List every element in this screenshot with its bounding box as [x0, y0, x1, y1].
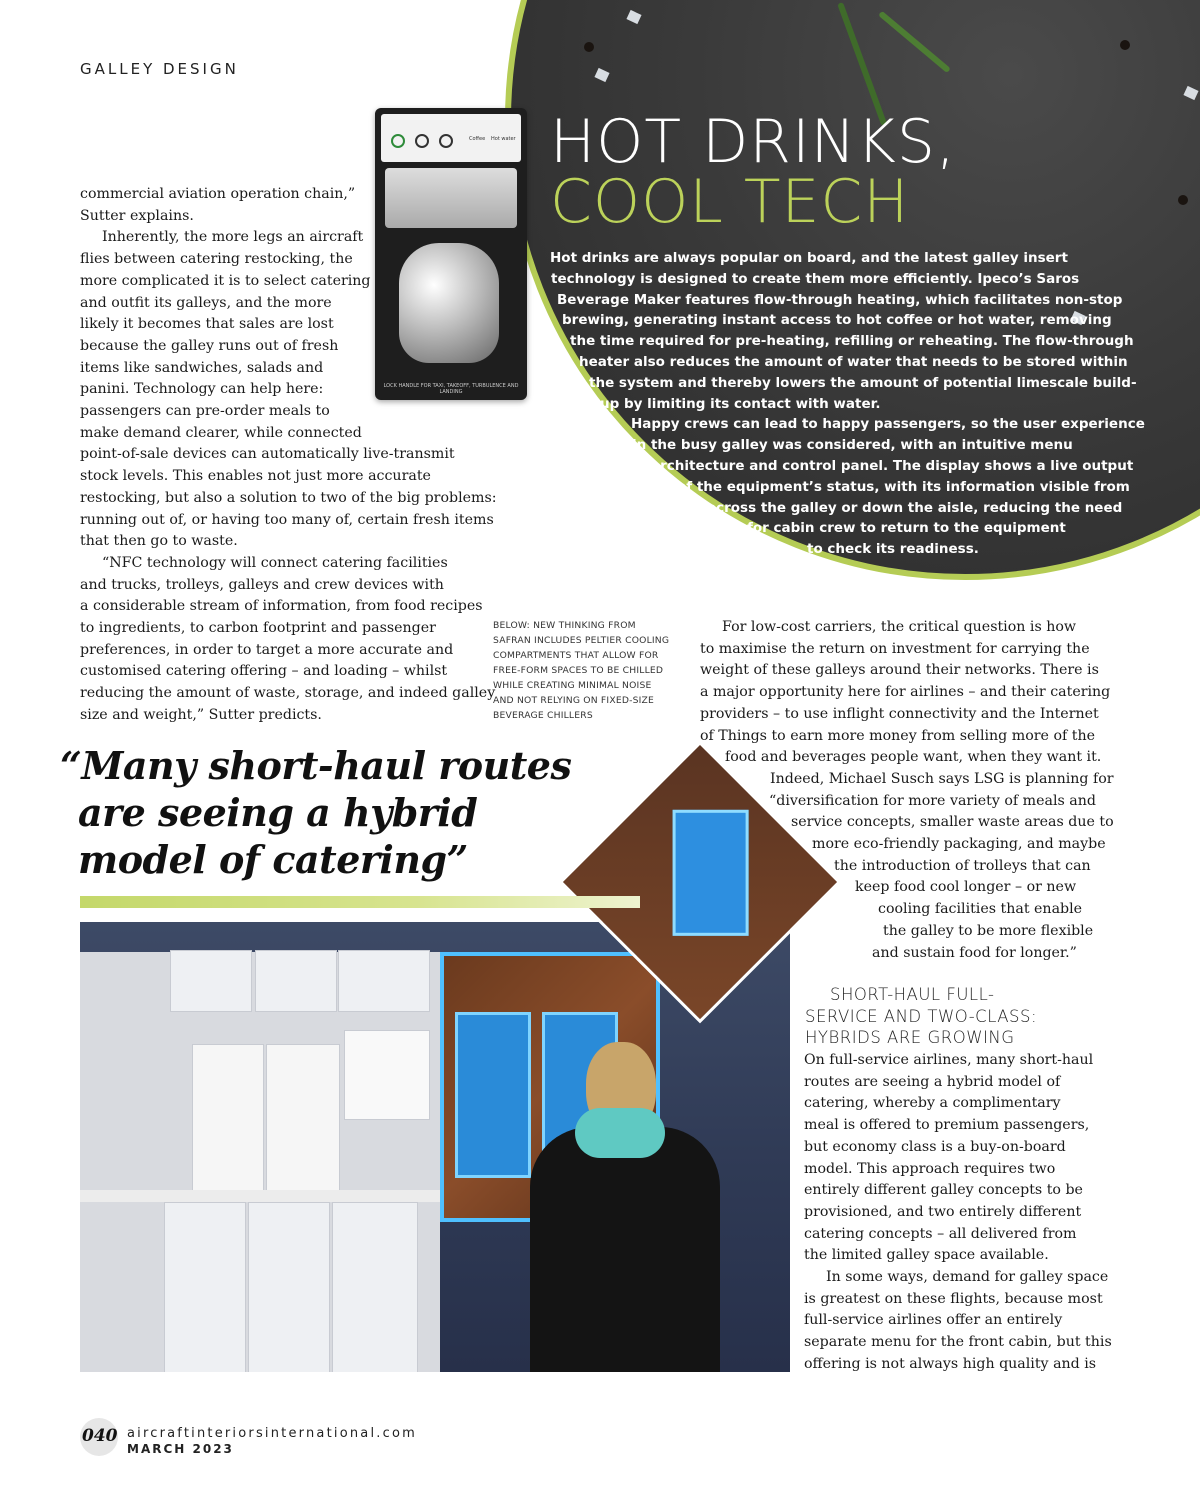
body-line: customised catering offering – and loading – whilst [80, 663, 448, 680]
body-line: providers – to use inflight connectivity and the Internet [700, 705, 1099, 722]
body-line: food and beverages people want, when they want it. [725, 749, 1102, 766]
blue-chiller-compartment [455, 1012, 531, 1178]
crew-member-body [530, 1127, 720, 1372]
standfirst-line: to check its readiness. [807, 541, 979, 558]
section-subhead [805, 984, 1037, 1049]
standfirst-line: Hot drinks are always popular on board, and the latest galley insert [550, 250, 1068, 266]
body-line: “NFC technology will connect catering facilities [102, 554, 448, 571]
peppercorn [584, 42, 594, 52]
body-line: cooling facilities that enable [878, 901, 1083, 918]
galley-compartment [255, 950, 337, 1012]
subhead-line: HYBRIDS ARE GROWING [805, 1028, 1015, 1047]
body-line: the limited galley space available. [804, 1247, 1049, 1264]
body-line: panini. Technology can help here: [80, 381, 324, 398]
body-line: that then go to waste. [80, 533, 238, 550]
body-line: and sustain food for longer.” [872, 944, 1077, 961]
body-line: meal is offered to premium passengers, [804, 1117, 1090, 1134]
standfirst-line: the system and thereby lowers the amount of potential limescale build- [589, 374, 1137, 391]
galley-lower-cabinet [332, 1202, 418, 1372]
galley-compartment [170, 950, 252, 1012]
body-line: On full-service airlines, many short-haul [804, 1052, 1094, 1068]
body-line: more eco-friendly packaging, and maybe [812, 836, 1106, 853]
caption-line: WHILE CREATING MINIMAL NOISE [493, 680, 652, 691]
image-caption [493, 618, 683, 723]
footer-url[interactable]: aircraftinteriorsinternational.com [127, 1426, 417, 1441]
panel-label-coffee: Coffee [469, 136, 486, 142]
standfirst-line: for cabin crew to return to the equipment [747, 520, 1066, 537]
body-line: items like sandwiches, salads and [80, 359, 324, 376]
standfirst-line: Happy crews can lead to happy passengers, so the user experience [631, 416, 1145, 433]
galley-lower-cabinet [164, 1202, 246, 1372]
body-line: separate menu for the front cabin, but this [804, 1334, 1112, 1351]
play-icon [439, 134, 453, 148]
body-line: flies between catering restocking, the [80, 251, 353, 268]
body-line: and outfit its galleys, and the more [80, 294, 332, 311]
subhead-line: SERVICE AND TWO-CLASS: [805, 1006, 1038, 1026]
standfirst-line: architecture and control panel. The display shows a live output [651, 457, 1134, 474]
body-line: reducing the amount of waste, storage, and indeed galley [80, 685, 496, 702]
body-line: size and weight,” Sutter predicts. [80, 706, 322, 723]
page-number: 040 [82, 1426, 118, 1446]
headline-line-1: HOT DRINKS, [550, 107, 957, 177]
standfirst-line: heater also reduces the amount of water that needs to be stored within [579, 353, 1128, 370]
galley-oven [266, 1044, 340, 1196]
body-line: a considerable stream of information, from food recipes [80, 598, 483, 615]
standfirst-line: up by limiting its contact with water. [600, 395, 881, 412]
body-line: catering, whereby a complimentary [804, 1095, 1061, 1112]
page-number-badge [80, 1418, 118, 1456]
caption-line: BEVERAGE CHILLERS [493, 710, 593, 721]
caption-line: FREE-FORM SPACES TO BE CHILLED [493, 665, 664, 676]
body-line: entirely different galley concepts to be [804, 1182, 1083, 1199]
pull-quote-line: “Many short-haul routes [60, 743, 572, 788]
body-line: a major opportunity here for airlines – and their catering [700, 684, 1111, 701]
body-line: full-service airlines offer an entirely [804, 1312, 1063, 1329]
galley-lower-cabinet [248, 1202, 330, 1372]
pull-quote-line: are seeing a hybrid [78, 790, 478, 835]
body-column-right [700, 617, 1114, 964]
body-line: make demand clearer, while connected [80, 424, 362, 441]
pull-quote [60, 742, 571, 883]
body-line: likely it becomes that sales are lost [80, 316, 334, 333]
standfirst-line: of the equipment’s status, with its information visible from [677, 478, 1130, 495]
caption-line: AND NOT RELYING ON FIXED-SIZE [493, 695, 655, 706]
section-label: GALLEY DESIGN [80, 60, 239, 78]
body-line: “diversification for more variety of meals and [769, 792, 1096, 809]
headline-line-2: COOL TECH [550, 167, 910, 237]
body-line: model. This approach requires two [804, 1160, 1056, 1177]
panel-label-hot-water: Hot water [491, 136, 516, 142]
body-line: weight of these galleys around their networks. There is [700, 662, 1099, 679]
pull-quote-rule [80, 896, 640, 908]
body-line: the introduction of trolleys that can [834, 857, 1091, 874]
standfirst-line: brewing, generating instant access to hot coffee or hot water, removing [562, 312, 1112, 329]
machine-control-panel [381, 114, 521, 162]
crew-member-scarf [575, 1108, 665, 1158]
body-column-bottom [804, 1050, 1112, 1376]
pull-quote-line: model of catering” [78, 837, 468, 882]
caption-line: BELOW: NEW THINKING FROM [493, 620, 636, 631]
body-line: preferences, in order to target a more accurate and [80, 641, 454, 658]
body-column-left [80, 184, 497, 727]
galley-coffee-maker [344, 1030, 430, 1120]
body-line: point-of-sale devices can automatically live-transmit [80, 446, 455, 463]
body-line: to ingredients, to carbon footprint and passenger [80, 620, 436, 637]
footer-date: MARCH 2023 [127, 1442, 234, 1456]
body-line: keep food cool longer – or new [855, 879, 1077, 896]
body-line: catering concepts – all delivered from [804, 1225, 1077, 1242]
body-line: Sutter explains. [80, 207, 194, 224]
body-line: In some ways, demand for galley space [826, 1269, 1109, 1286]
body-line: For low-cost carriers, the critical question is how [722, 619, 1077, 635]
peppercorn [1178, 195, 1188, 205]
body-line: Indeed, Michael Susch says LSG is planning for [770, 770, 1114, 787]
standfirst-line: technology is designed to create them more efficiently. Ipeco’s Saros [551, 270, 1080, 287]
feature-standfirst [540, 248, 1145, 560]
body-line: to maximise the return on investment for carrying the [700, 640, 1090, 657]
body-line: because the galley runs out of fresh [80, 337, 339, 354]
body-line: commercial aviation operation chain,” [80, 186, 356, 202]
body-line: stock levels. This enables not just more accurate [80, 468, 431, 485]
caption-line: SAFRAN INCLUDES PELTIER COOLING [493, 635, 670, 646]
body-line: Inherently, the more legs an aircraft [102, 229, 364, 246]
body-line: offering is not always high quality and is [804, 1355, 1097, 1372]
power-icon [391, 134, 405, 148]
menu-icon [415, 134, 429, 148]
body-line: but economy class is a buy-on-board [804, 1138, 1066, 1155]
subhead-line: SHORT-HAUL FULL- [830, 985, 995, 1004]
body-line: service concepts, smaller waste areas due to [791, 814, 1114, 831]
body-line: running out of, or having too many of, certain fresh items [80, 511, 494, 528]
body-line: routes are seeing a hybrid model of [804, 1073, 1061, 1090]
standfirst-line: across the galley or down the aisle, reducing the need [707, 499, 1123, 516]
standfirst-line: the time required for pre-heating, refilling or reheating. The flow-through [570, 333, 1134, 350]
caption-line: COMPARTMENTS THAT ALLOW FOR [493, 650, 659, 661]
peppercorn [1120, 40, 1130, 50]
feature-headline [550, 107, 957, 237]
body-line: is greatest on these flights, because most [804, 1290, 1103, 1307]
galley-compartment [338, 950, 430, 1012]
standfirst-line: Beverage Maker features flow-through heating, which facilitates non-stop [557, 291, 1123, 308]
body-line: more complicated it is to select catering [80, 272, 371, 289]
body-line: of Things to earn more money from selling more of the [700, 727, 1095, 744]
body-line: passengers can pre-order meals to [80, 403, 330, 420]
machine-label: LOCK HANDLE FOR TAXI, TAKEOFF, TURBULENCE AND LANDING [383, 383, 519, 395]
body-line: restocking, but also a solution to two of the big problems: [80, 489, 497, 506]
standfirst-line: in the busy galley was considered, with an intuitive menu [632, 437, 1073, 454]
galley-oven [192, 1044, 264, 1196]
body-line: provisioned, and two entirely different [804, 1203, 1082, 1220]
body-line: and trucks, trolleys, galleys and crew devices with [80, 576, 444, 593]
body-line: the galley to be more flexible [883, 922, 1094, 939]
